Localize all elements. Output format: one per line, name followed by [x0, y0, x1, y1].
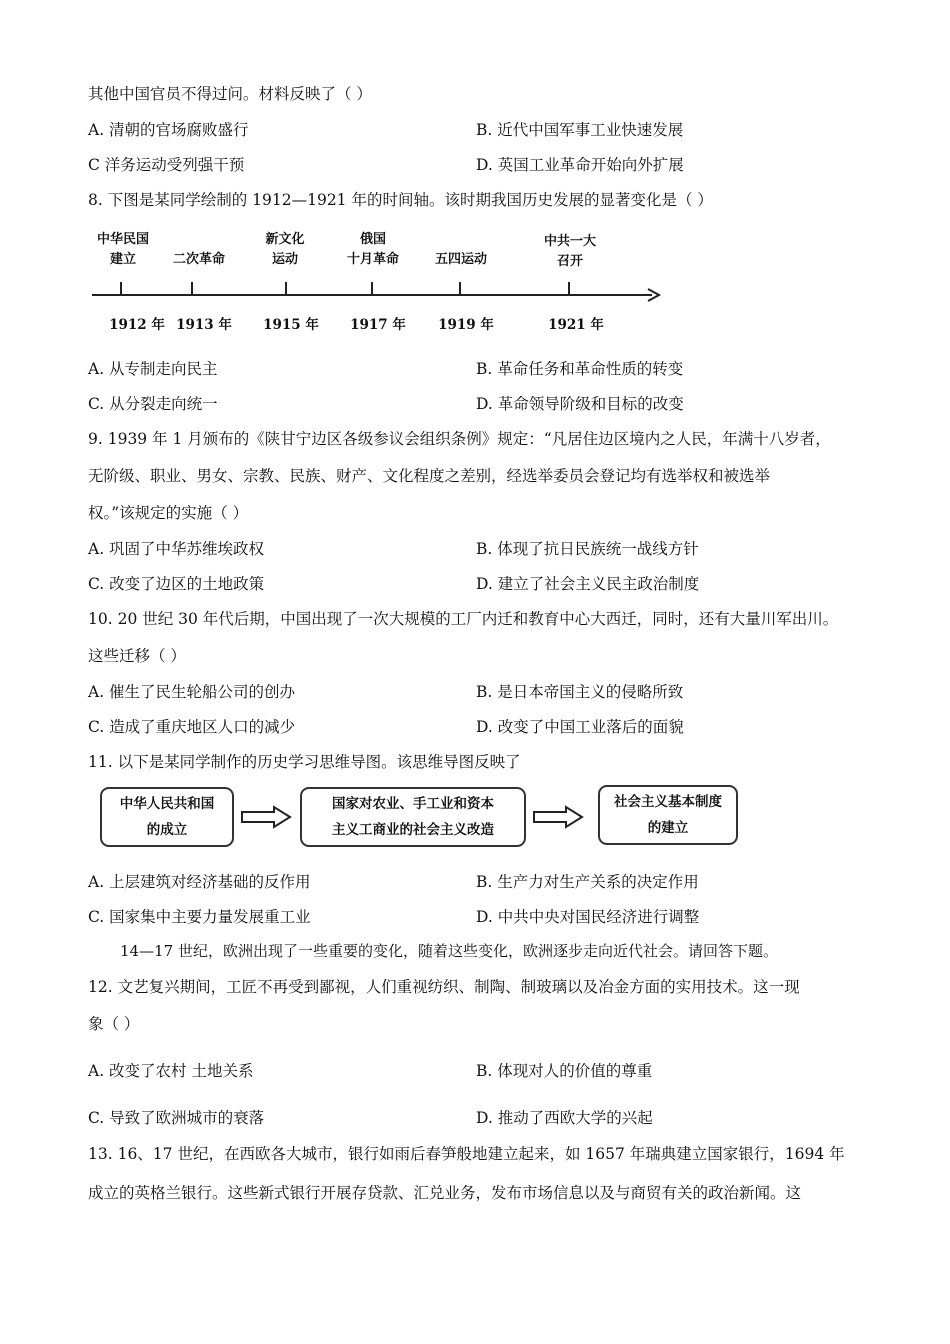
q9-option-c: C. 改变了边区的土地政策	[88, 575, 265, 593]
q12-stem-line2: 象（ ）	[88, 1015, 140, 1033]
q10-stem-line1: 10. 20 世纪 30 年代后期，中国出现了一次大规模的工厂内迁和教育中心大西迁，同时，还有大量川军出川。	[88, 610, 839, 628]
q12-option-b: B. 体现对人的价值的尊重	[476, 1062, 653, 1080]
q8-stem: 8. 下图是某同学绘制的 1912—1921 年的时间轴。该时期我国历史发展的显著变化是（ ）	[88, 191, 713, 209]
q7-option-a: A. 清朝的官场腐败盛行	[88, 121, 249, 139]
mind-map-box: 社会主义基本制度 的建立	[598, 785, 738, 845]
mind-map-box: 国家对农业、手工业和资本 主义工商业的社会主义改造	[300, 787, 526, 847]
q12-option-c: C. 导致了欧洲城市的衰落	[88, 1109, 265, 1127]
q10-option-c: C. 造成了重庆地区人口的减少	[88, 718, 296, 736]
q11-option-b: B. 生产力对生产关系的决定作用	[476, 873, 699, 891]
timeline-year: 1921 年	[548, 317, 604, 333]
q7-option-d: D. 英国工业革命开始向外扩展	[476, 156, 684, 174]
q9-stem-line2: 无阶级、职业、男女、宗教、民族、财产、文化程度之差别，经选举委员会登记均有选举权和被选举	[88, 467, 771, 485]
timeline-event-label: 五四运动	[434, 252, 487, 267]
q7-option-c: C 洋务运动受列强干预	[88, 156, 245, 174]
q8-option-b: B. 革命任务和革命性质的转变	[476, 360, 684, 378]
q9-stem-line3: 权。”该规定的实施（ ）	[88, 504, 249, 522]
timeline-year: 1919 年	[438, 317, 494, 333]
q7-option-b: B. 近代中国军事工业快速发展	[476, 121, 684, 139]
timeline-arrow-icon	[646, 287, 662, 303]
right-arrow-icon	[532, 805, 584, 829]
timeline-event-label: 中共一大 召开	[543, 234, 596, 269]
timeline-tick	[568, 282, 570, 296]
q13-stem-line2: 成立的英格兰银行。这些新式银行开展存贷款、汇兑业务，发布市场信息以及与商贸有关的政治新闻。这	[88, 1184, 802, 1202]
q12-option-a: A. 改变了农村 土地关系	[88, 1062, 254, 1080]
q12-option-d: D. 推动了西欧大学的兴起	[476, 1109, 653, 1127]
q8-option-c: C. 从分裂走向统一	[88, 395, 218, 413]
timeline-event-label: 中华民国 建立	[96, 232, 149, 267]
right-arrow-icon	[240, 805, 292, 829]
q11-option-c: C. 国家集中主要力量发展重工业	[88, 908, 311, 926]
q10-option-b: B. 是日本帝国主义的侵略所致	[476, 683, 684, 701]
q11-stem: 11. 以下是某同学制作的历史学习思维导图。该思维导图反映了	[88, 753, 521, 771]
timeline-tick	[120, 282, 122, 296]
q9-option-d: D. 建立了社会主义民主政治制度	[476, 575, 700, 593]
q9-option-b: B. 体现了抗日民族统一战线方针	[476, 540, 699, 558]
q12-stem-line1: 12. 文艺复兴期间，工匠不再受到鄙视，人们重视纺织、制陶、制玻璃以及冶金方面的实用技术。这一现	[88, 978, 800, 996]
timeline-event-label: 新文化 运动	[265, 232, 305, 267]
q10-option-d: D. 改变了中国工业落后的面貌	[476, 718, 684, 736]
q10-option-a: A. 催生了民生轮船公司的创办	[88, 683, 296, 701]
timeline-year: 1913 年	[176, 317, 232, 333]
q9-stem-line1: 9. 1939 年 1 月颁布的《陕甘宁边区各级参议会组织条例》规定：“凡居住边区境内之人民，年满十八岁者，	[88, 430, 831, 448]
timeline-tick	[191, 282, 193, 296]
timeline-tick	[371, 282, 373, 296]
timeline-year: 1912 年	[109, 317, 165, 333]
q11-option-a: A. 上层建筑对经济基础的反作用	[88, 873, 311, 891]
q8-option-d: D. 革命领导阶级和目标的改变	[476, 395, 684, 413]
mind-map-box: 中华人民共和国 的成立	[100, 787, 234, 847]
q13-stem-line1: 13. 16、17 世纪，在西欧各大城市，银行如雨后春笋般地建立起来，如 1657 年瑞典建立国家银行，1694 年	[88, 1145, 845, 1163]
timeline-tick	[459, 282, 461, 296]
q8-option-a: A. 从专制走向民主	[88, 360, 218, 378]
timeline-event-label: 俄国 十月革命	[346, 232, 399, 267]
q11-option-d: D. 中共中央对国民经济进行调整	[476, 908, 700, 926]
section-intro: 14—17 世纪，欧洲出现了一些重要的变化，随着这些变化，欧洲逐步走向近代社会。请回答下题。	[120, 942, 778, 960]
timeline-tick	[285, 282, 287, 296]
q9-option-a: A. 巩固了中华苏维埃政权	[88, 540, 265, 558]
q10-stem-line2: 这些迁移（ ）	[88, 647, 186, 665]
q7-stem-tail: 其他中国官员不得过问。材料反映了（ ）	[88, 85, 372, 103]
timeline-year: 1915 年	[263, 317, 319, 333]
timeline-year: 1917 年	[350, 317, 406, 333]
timeline-event-label: 二次革命	[172, 252, 225, 267]
